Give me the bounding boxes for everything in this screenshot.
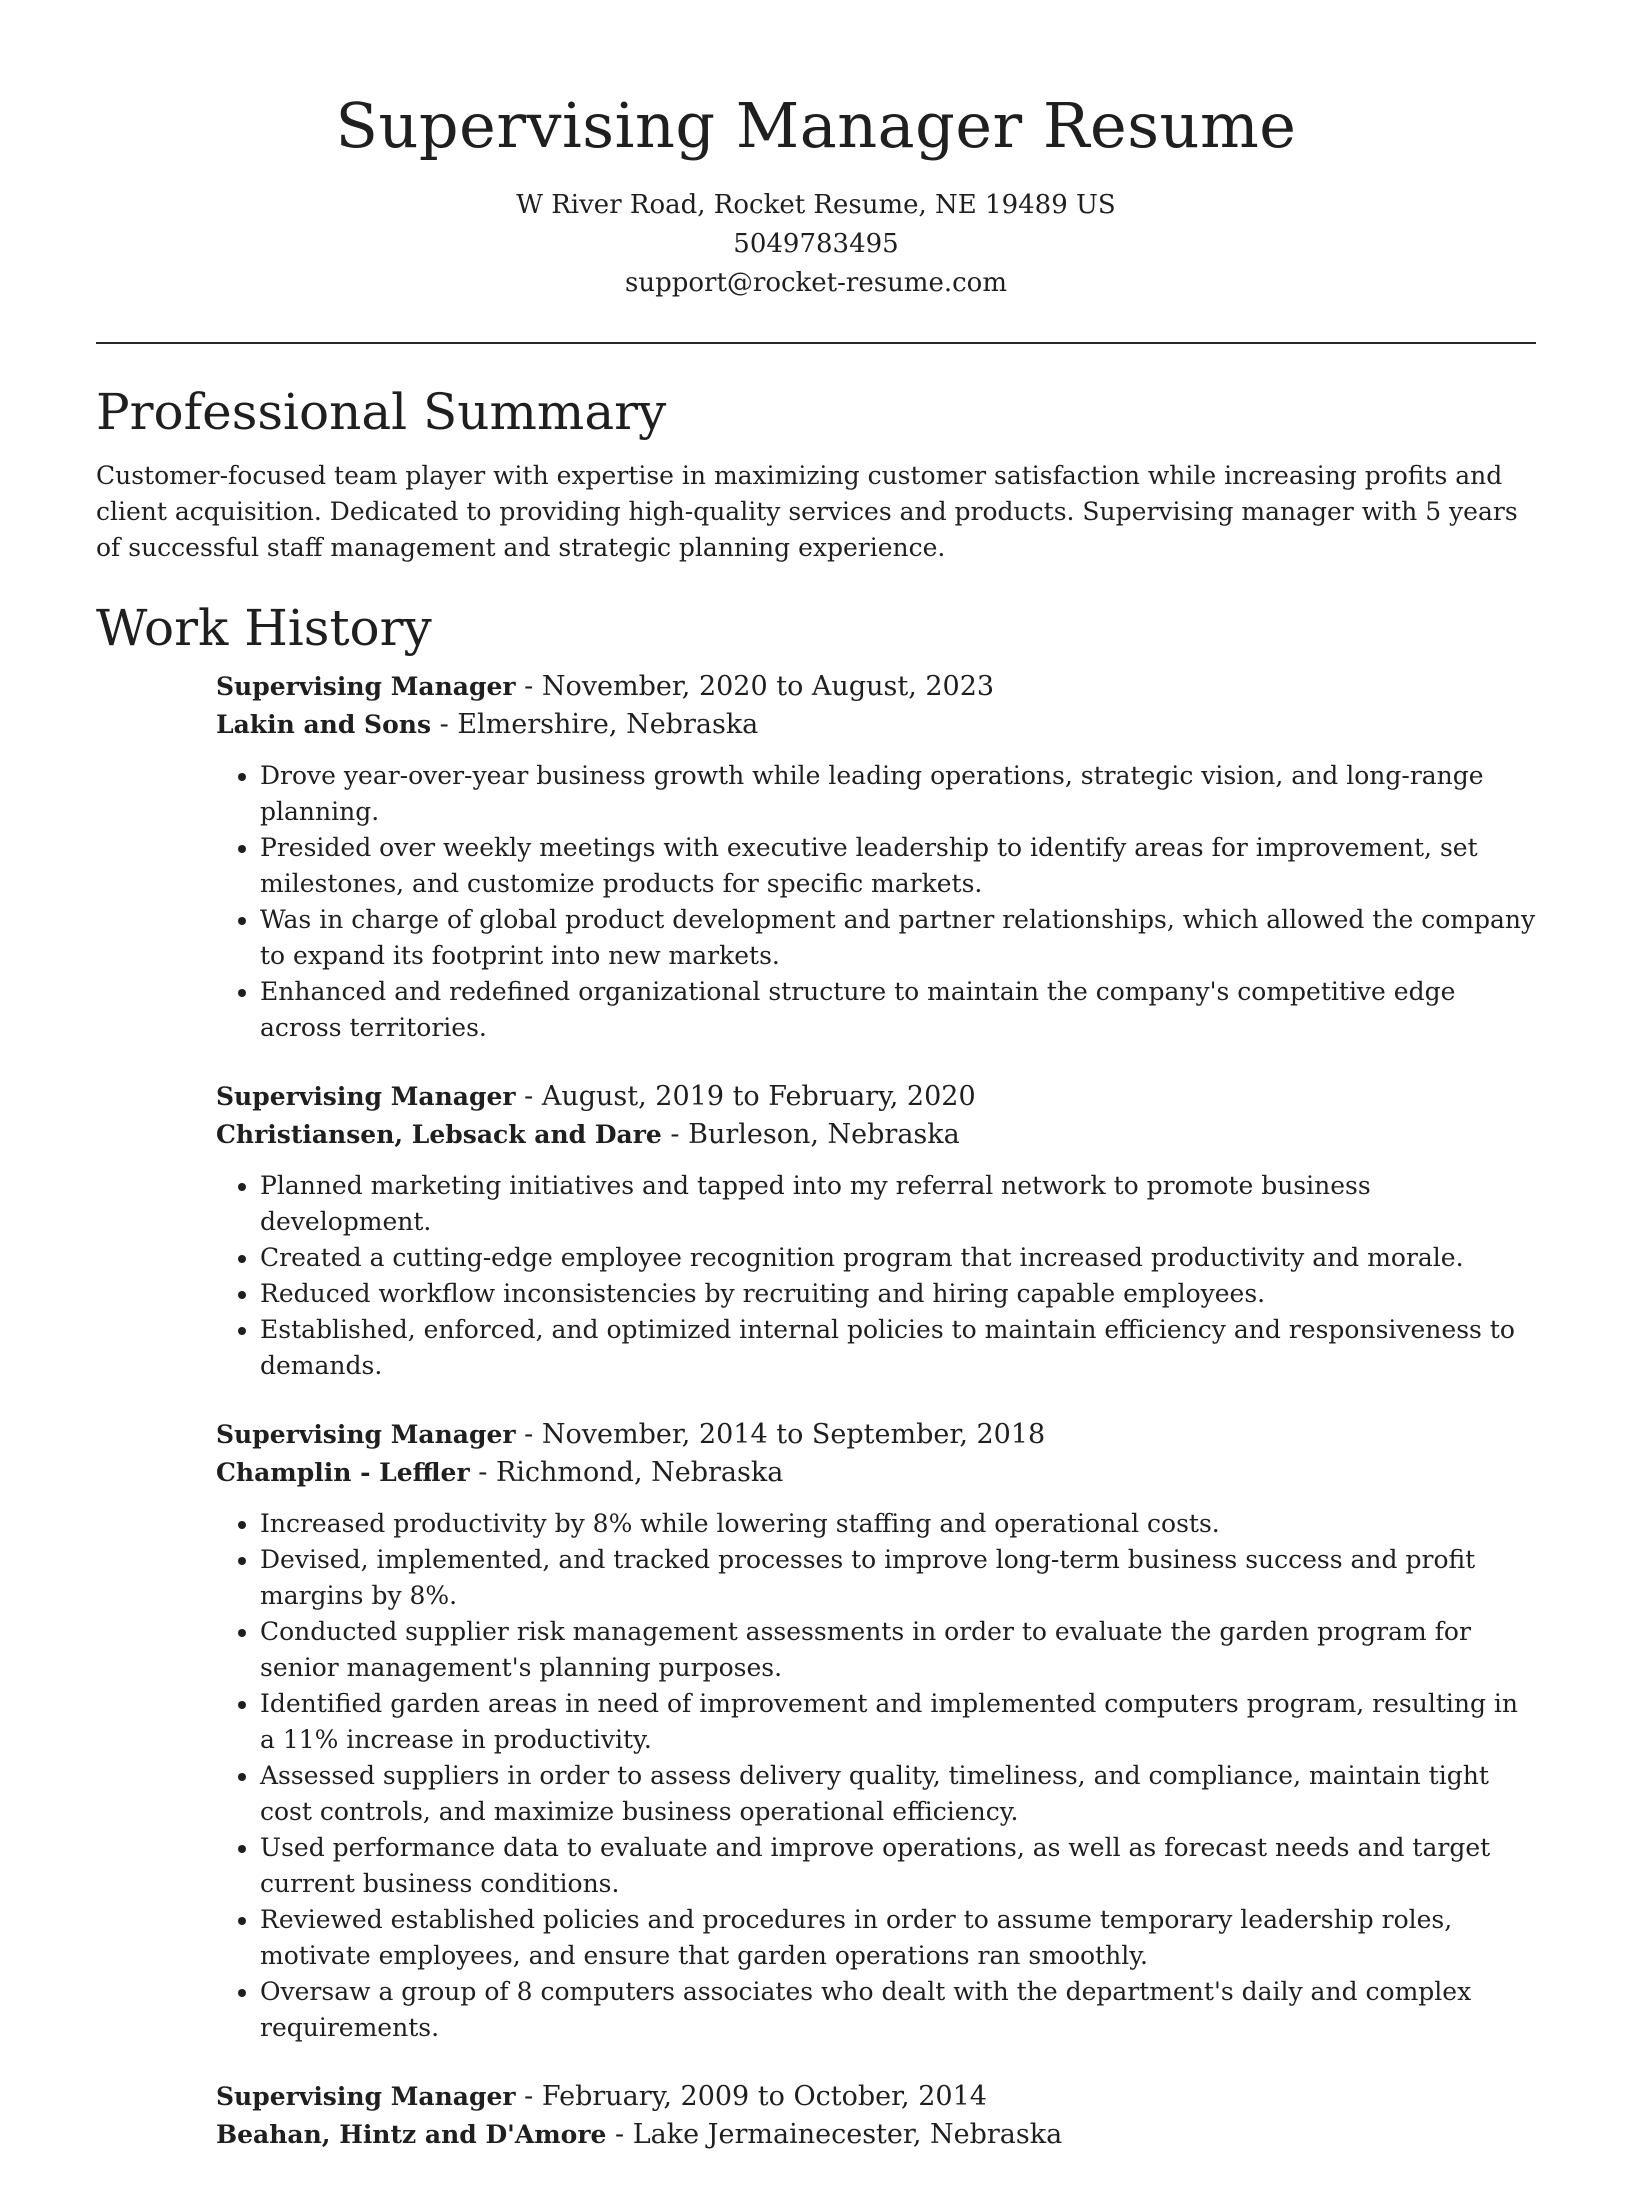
job-bullet: • Created a cutting-edge employee recognition program that increased productivity and morale. xyxy=(260,1240,1536,1276)
job-separator: - xyxy=(515,671,542,702)
job-separator: - xyxy=(431,709,458,740)
job-bullet: • Reviewed established policies and procedures in order to assume temporary leadership roles, motivate employees, and ensure that garden operations ran smoothly. xyxy=(260,1902,1536,1974)
job-bullet-list xyxy=(216,1168,1536,1384)
job-bullet: • Identified garden areas in need of improvement and implemented computers program, resulting in a 11% increase in productivity. xyxy=(260,1686,1536,1758)
job-title: Supervising Manager xyxy=(216,1420,516,1449)
job-list xyxy=(216,668,1536,2154)
section-heading-work-history: Work History xyxy=(96,599,432,657)
job-bullet: • Enhanced and redefined organizational structure to maintain the company's competitive edge across territories. xyxy=(260,974,1536,1046)
job-bullet: • Established, enforced, and optimized internal policies to maintain efficiency and responsiveness to demands. xyxy=(260,1312,1536,1384)
job-separator: - xyxy=(606,2119,633,2150)
job-separator: - xyxy=(469,1457,496,1488)
job-title-line xyxy=(216,668,1536,706)
job-bullet: • Presided over weekly meetings with executive leadership to identify areas for improvement, set milestones, and customize products for specific markets. xyxy=(260,830,1536,902)
contact-email: support@rocket-resume.com xyxy=(624,268,1007,298)
job-location: Elmershire, Nebraska xyxy=(457,709,759,740)
job-entry xyxy=(216,668,1536,1046)
job-bullet: • Used performance data to evaluate and improve operations, as well as forecast needs and target current business conditions. xyxy=(260,1830,1536,1902)
job-location: Lake Jermainecester, Nebraska xyxy=(632,2119,1063,2150)
resume-title: Supervising Manager Resume xyxy=(335,89,1297,162)
work-history-section xyxy=(96,588,1536,2154)
job-dates: November, 2020 to August, 2023 xyxy=(541,671,995,702)
job-title: Supervising Manager xyxy=(216,1082,516,1111)
job-company-line xyxy=(216,2116,1536,2154)
job-company-line xyxy=(216,1116,1536,1154)
job-title: Supervising Manager xyxy=(216,2082,516,2111)
job-separator: - xyxy=(661,1119,689,1150)
job-entry xyxy=(216,2078,1536,2154)
job-bullet: • Assessed suppliers in order to assess delivery quality, timeliness, and compliance, maintain tight cost controls, and maximize business operational efficiency. xyxy=(260,1758,1536,1830)
resume-header xyxy=(0,0,1632,303)
job-separator: - xyxy=(515,1419,542,1450)
resume-content xyxy=(96,372,1536,2186)
job-location: Richmond, Nebraska xyxy=(495,1457,784,1488)
job-title-line xyxy=(216,1416,1536,1454)
job-dates: February, 2009 to October, 2014 xyxy=(541,2081,987,2112)
job-bullet: • Reduced workflow inconsistencies by recruiting and hiring capable employees. xyxy=(260,1276,1536,1312)
job-dates: August, 2019 to February, 2020 xyxy=(541,1081,976,1112)
contact-info xyxy=(0,186,1632,303)
job-company-line xyxy=(216,706,1536,744)
job-entry xyxy=(216,1078,1536,1384)
job-bullet: • Planned marketing initiatives and tapped into my referral network to promote business development. xyxy=(260,1168,1536,1240)
job-entry xyxy=(216,1416,1536,2046)
contact-phone: 5049783495 xyxy=(733,229,899,259)
summary-text: Customer-focused team player with expertise in maximizing customer satisfaction while increasing profits and client acquisition. Dedicated to providing high-quality services and products. Supervising manager with 5 years of successful staff management and strategic planning experience. xyxy=(96,461,1518,562)
job-title-line xyxy=(216,1078,1536,1116)
job-location: Burleson, Nebraska xyxy=(688,1119,960,1150)
job-company-line xyxy=(216,1454,1536,1492)
section-heading-summary: Professional Summary xyxy=(96,383,667,441)
contact-address: W River Road, Rocket Resume, NE 19489 US xyxy=(516,190,1116,220)
company-name: Beahan, Hintz and D'Amore xyxy=(216,2120,607,2149)
company-name: Christiansen, Lebsack and Dare xyxy=(216,1120,662,1149)
company-name: Champlin - Leffler xyxy=(216,1458,470,1487)
job-bullet: • Was in charge of global product development and partner relationships, which allowed the company to expand its footprint into new markets. xyxy=(260,902,1536,974)
job-bullet-list xyxy=(216,1506,1536,2046)
job-bullet: • Oversaw a group of 8 computers associates who dealt with the department's daily and complex requirements. xyxy=(260,1974,1536,2046)
job-dates: November, 2014 to September, 2018 xyxy=(541,1419,1046,1450)
header-divider xyxy=(96,342,1536,344)
job-bullet: • Devised, implemented, and tracked processes to improve long-term business success and profit margins by 8%. xyxy=(260,1542,1536,1614)
job-bullet: • Increased productivity by 8% while lowering staffing and operational costs. xyxy=(260,1506,1536,1542)
job-title: Supervising Manager xyxy=(216,672,516,701)
company-name: Lakin and Sons xyxy=(216,710,432,739)
job-bullet: • Drove year-over-year business growth while leading operations, strategic vision, and long-range planning. xyxy=(260,758,1536,830)
professional-summary-section xyxy=(96,372,1536,566)
job-bullet-list xyxy=(216,758,1536,1046)
job-title-line xyxy=(216,2078,1536,2116)
job-separator: - xyxy=(515,2081,542,2112)
job-bullet: • Conducted supplier risk management assessments in order to evaluate the garden program for senior management's planning purposes. xyxy=(260,1614,1536,1686)
job-separator: - xyxy=(515,1081,542,1112)
